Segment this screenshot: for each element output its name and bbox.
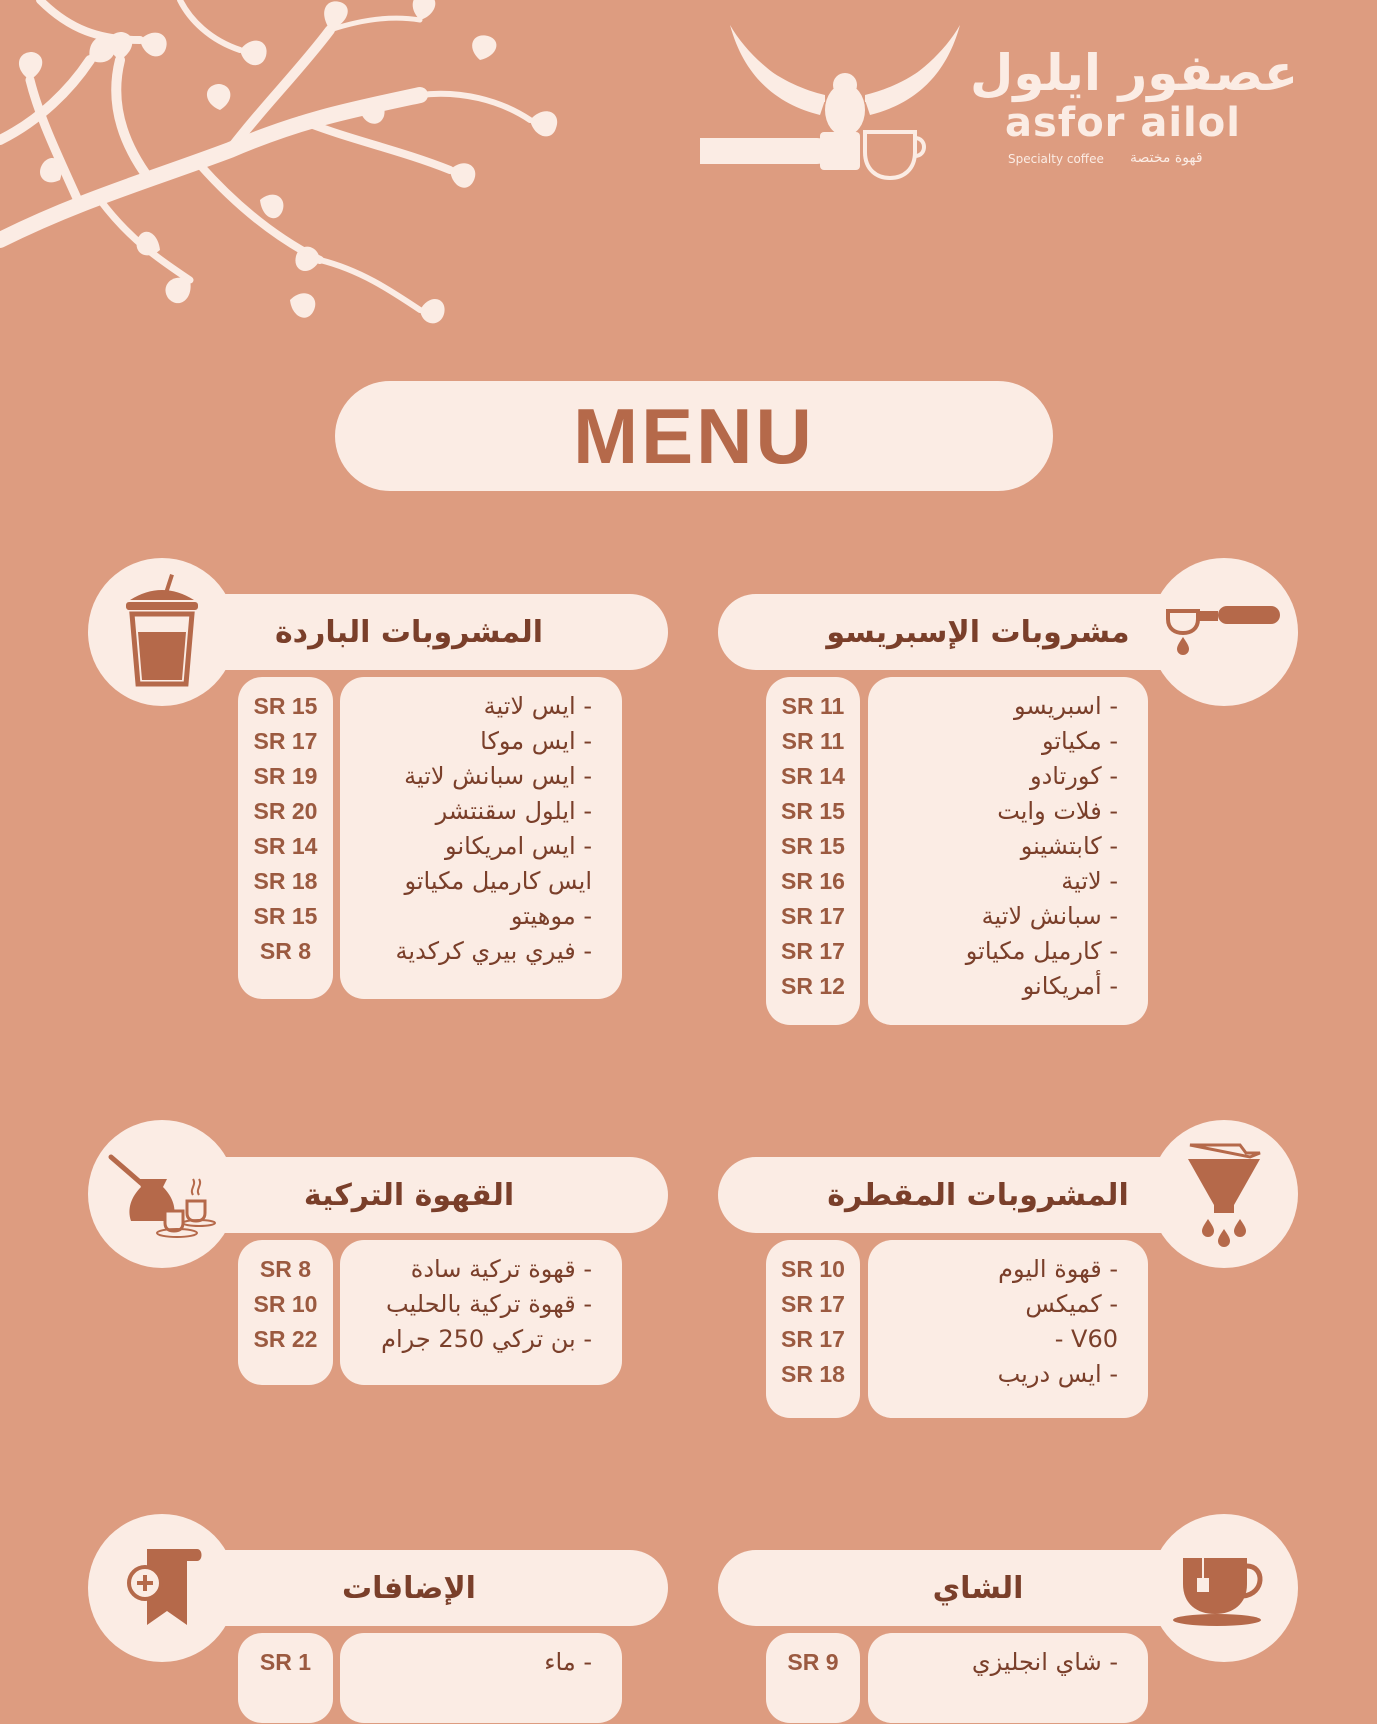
list-item: - كورتادو — [1030, 762, 1118, 790]
tea-title: الشاي — [932, 1570, 1024, 1606]
price: SR 17 — [781, 903, 845, 929]
list-item: - ايس سبانش لاتية — [404, 762, 592, 790]
price: SR 8 — [259, 938, 312, 964]
list-item: - أمريكانو — [1022, 972, 1118, 1000]
price: SR 1 — [259, 1649, 312, 1675]
list-item: - ايلول سقنتشر — [435, 797, 592, 825]
list-item: - بن تركي 250 جرام — [381, 1325, 592, 1353]
cold-drinks-title: المشروبات الباردة — [274, 614, 544, 650]
list-item: - قهوة تركية بالحليب — [385, 1290, 592, 1318]
espresso-items-panel — [868, 677, 1148, 1025]
price: SR 9 — [787, 1649, 839, 1675]
extras-prices-panel — [238, 1633, 333, 1723]
cold-drinks-prices-panel — [238, 677, 333, 999]
price: SR 17 — [781, 1326, 845, 1352]
price: SR 15 — [781, 798, 845, 824]
price: SR 10 — [781, 1256, 845, 1282]
price: SR 12 — [781, 973, 845, 999]
bird-portafilter-logo-icon — [700, 10, 970, 200]
espresso-prices-panel — [766, 677, 860, 1025]
brand-name-arabic: عصفور ايلول — [970, 44, 1299, 102]
tea-cup-icon — [1169, 1548, 1279, 1628]
espresso-title: مشروبات الإسبريسو — [826, 614, 1130, 650]
price: SR 20 — [253, 798, 318, 824]
list-item: - فلات وايت — [997, 797, 1118, 825]
cold-drinks-items-panel — [340, 677, 622, 999]
price: SR 14 — [253, 833, 318, 859]
extras-items-panel — [340, 1633, 622, 1723]
price: SR 17 — [781, 938, 845, 964]
price: SR 10 — [253, 1291, 318, 1317]
list-item: - شاي انجليزي — [971, 1648, 1118, 1676]
turkish-coffee-items-panel — [340, 1240, 622, 1385]
brand-logo — [700, 10, 1299, 200]
list-item: - كارميل مكياتو — [965, 937, 1118, 965]
turkish-coffee-pot-icon — [107, 1149, 217, 1239]
price: SR 17 — [781, 1291, 845, 1317]
list-item: V60 - — [1054, 1325, 1118, 1353]
list-item: - كميكس — [1025, 1290, 1118, 1318]
list-item: - موهيتو — [510, 902, 592, 930]
list-item: - ماء — [544, 1648, 592, 1676]
list-item: ايس كارميل مكياتو — [404, 867, 592, 895]
price: SR 22 — [253, 1326, 318, 1352]
price: SR 19 — [253, 763, 318, 789]
price: SR 11 — [781, 693, 845, 719]
tea-prices-panel — [766, 1633, 860, 1723]
turkish-coffee-title: القهوة التركية — [303, 1177, 515, 1213]
tea-icon-circle — [1150, 1514, 1298, 1662]
list-item: - ايس امريكانو — [445, 832, 592, 860]
price: SR 15 — [781, 833, 845, 859]
price: SR 8 — [259, 1256, 312, 1282]
price: SR 11 — [781, 728, 845, 754]
price: SR 18 — [253, 868, 318, 894]
portafilter-icon — [1164, 597, 1284, 667]
turkish-coffee-icon-circle — [88, 1120, 236, 1268]
drip-drinks-items-panel — [868, 1240, 1148, 1418]
add-bookmark-icon — [117, 1543, 207, 1633]
tree-branch-decoration — [0, 0, 620, 350]
list-item: - لاتية — [1061, 867, 1118, 895]
list-item: - اسبريسو — [1013, 692, 1118, 720]
extras-title: الإضافات — [342, 1570, 476, 1606]
menu-title-pill — [335, 381, 1053, 491]
price: SR 15 — [253, 903, 318, 929]
turkish-coffee-prices-panel — [238, 1240, 333, 1385]
list-item: - فيري بيري كركدية — [395, 937, 592, 965]
drip-drinks-icon-circle — [1150, 1120, 1298, 1268]
price: SR 18 — [781, 1361, 845, 1387]
list-item: - ايس دريب — [997, 1360, 1118, 1388]
extras-icon-circle — [88, 1514, 236, 1662]
brand-name-english: asfor ailol — [1005, 100, 1241, 146]
list-item: - قهوة تركية سادة — [410, 1255, 592, 1283]
price: SR 15 — [253, 693, 318, 719]
price: SR 16 — [781, 868, 845, 894]
price: SR 14 — [781, 763, 845, 789]
brand-tagline-arabic: قهوة مختصة — [1130, 150, 1203, 166]
list-item: - قهوة اليوم — [998, 1255, 1118, 1283]
brand-tagline-english: Specialty coffee — [1008, 152, 1104, 166]
iced-drink-icon — [122, 572, 202, 692]
list-item: - مكياتو — [1041, 727, 1118, 755]
espresso-icon-circle — [1150, 558, 1298, 706]
list-item: - سبانش لاتية — [981, 902, 1118, 930]
list-item: - ايس لاتية — [483, 692, 592, 720]
drip-drinks-prices-panel — [766, 1240, 860, 1418]
drip-drinks-title: المشروبات المقطرة — [827, 1177, 1129, 1213]
drip-coffee-icon — [1184, 1139, 1264, 1249]
price: SR 17 — [253, 728, 318, 754]
list-item: - ايس موكا — [480, 727, 592, 755]
menu-title: MENU — [573, 391, 815, 480]
tea-items-panel — [868, 1633, 1148, 1723]
cold-drinks-icon-circle — [88, 558, 236, 706]
list-item: - كابتشينو — [1020, 832, 1118, 860]
